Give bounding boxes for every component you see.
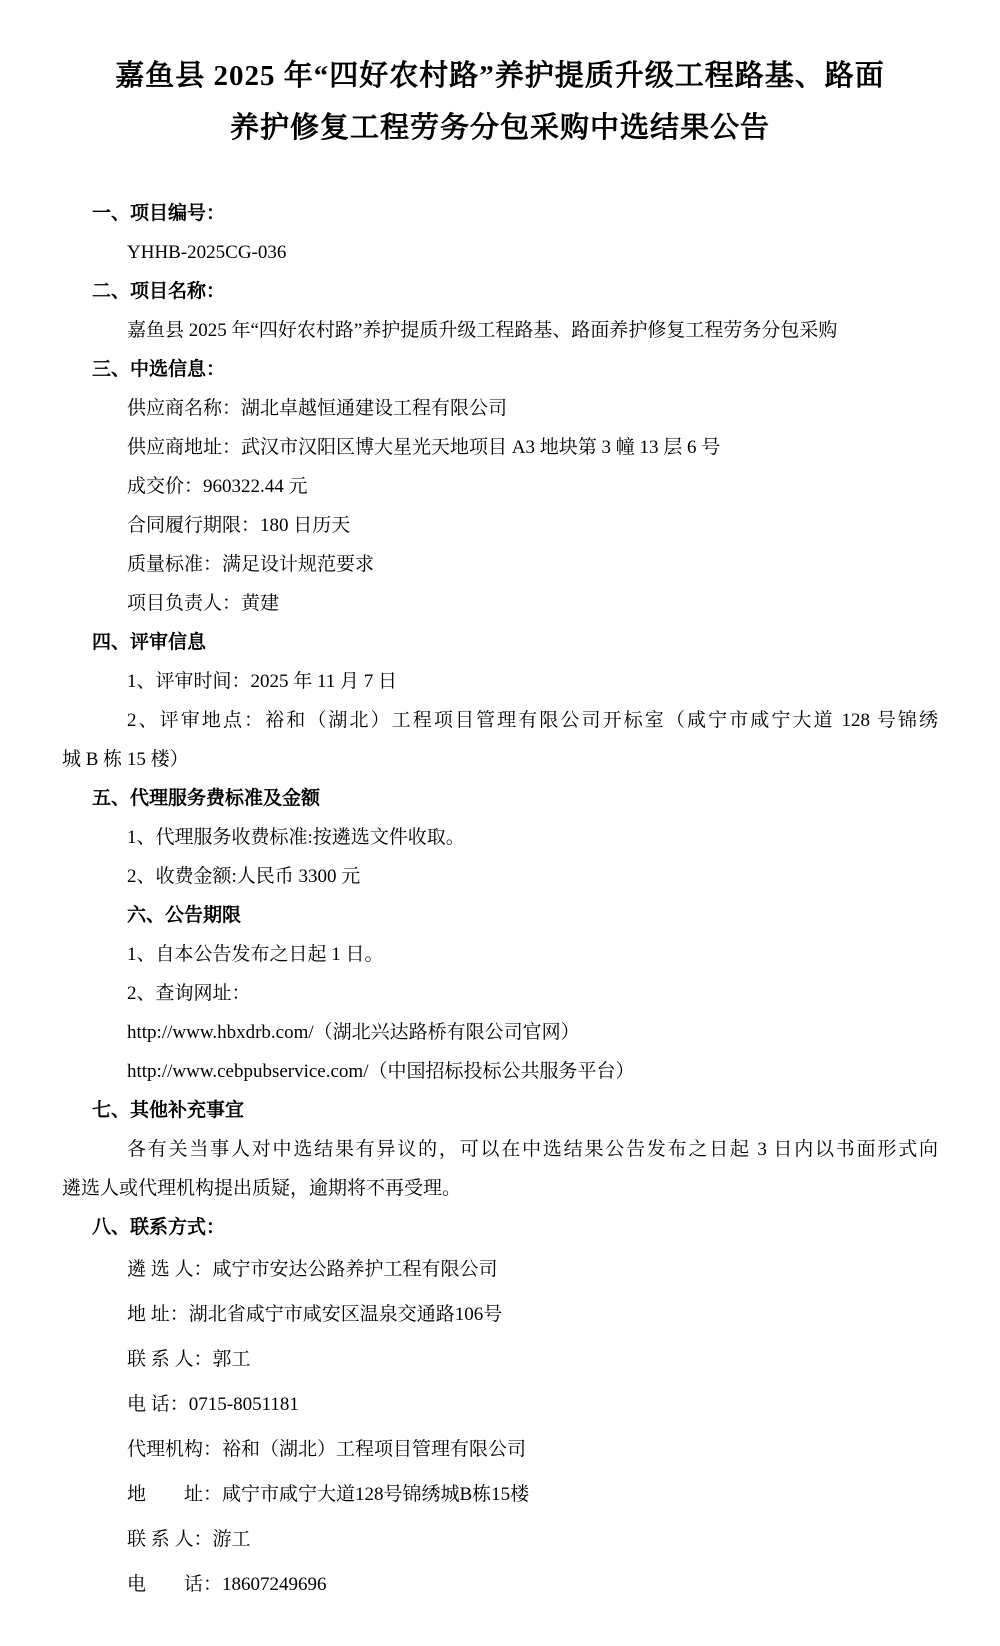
doc-line: 电 话：18607249696 xyxy=(127,1574,327,1595)
doc-line: 1、自本公告发布之日起 1 日。 xyxy=(127,944,384,965)
doc-line: 代理机构：裕和（湖北）工程项目管理有限公司 xyxy=(127,1439,527,1460)
document-body xyxy=(62,194,938,1607)
section-heading: 五、代理服务费标准及金额 xyxy=(92,788,321,809)
doc-line: 1、评审时间：2025 年 11 月 7 日 xyxy=(127,671,398,692)
doc-line: 项目负责人：黄建 xyxy=(127,593,280,614)
doc-line: 质量标准：满足设计规范要求 xyxy=(127,554,375,575)
doc-line: 2、评审地点：裕和（湖北）工程项目管理有限公司开标室（咸宁市咸宁大道 128 号锦绣 xyxy=(127,710,938,731)
doc-line: 电 话：0715-8051181 xyxy=(127,1394,299,1415)
doc-line: 供应商地址：武汉市汉阳区博大星光天地项目 A3 地块第 3 幢 13 层 6 号 xyxy=(127,437,721,458)
section-heading: 一、项目编号： xyxy=(92,203,226,224)
doc-line: http://www.cebpubservice.com/（中国招标投标公共服务平台） xyxy=(127,1061,635,1082)
doc-line: YHHB-2025CG-036 xyxy=(127,242,287,263)
document-title-line1: 嘉鱼县 2025 年“四好农村路”养护提质升级工程路基、路面 xyxy=(115,60,885,92)
doc-line: 供应商名称：湖北卓越恒通建设工程有限公司 xyxy=(127,398,508,419)
section-heading: 七、其他补充事宜 xyxy=(92,1100,245,1121)
doc-line: 地 址：湖北省咸宁市咸安区温泉交通路106号 xyxy=(127,1304,503,1325)
doc-line: 合同履行期限：180 日历天 xyxy=(127,515,351,536)
doc-line: 联 系 人：郭工 xyxy=(127,1349,251,1370)
section-heading: 四、评审信息 xyxy=(92,632,207,653)
document-title-line2: 养护修复工程劳务分包采购中选结果公告 xyxy=(229,112,770,144)
section-heading: 八、联系方式： xyxy=(92,1217,226,1238)
doc-line: http://www.hbxdrb.com/（湖北兴达路桥有限公司官网） xyxy=(127,1022,580,1043)
document-title xyxy=(62,50,938,154)
doc-line: 遴 选 人：咸宁市安达公路养护工程有限公司 xyxy=(127,1259,498,1280)
doc-line: 2、收费金额:人民币 3300 元 xyxy=(127,866,361,887)
doc-line: 2、查询网址： xyxy=(127,983,251,1004)
doc-line: 联 系 人：游工 xyxy=(127,1529,251,1550)
doc-line: 各有关当事人对中选结果有异议的，可以在中选结果公告发布之日起 3 日内以书面形式向 xyxy=(127,1139,938,1160)
doc-line: 成交价：960322.44 元 xyxy=(127,476,308,497)
section-heading: 二、项目名称： xyxy=(92,281,226,302)
doc-line: 1、代理服务收费标准:按遴选文件收取。 xyxy=(127,827,465,848)
doc-line: 地 址：咸宁市咸宁大道128号锦绣城B栋15楼 xyxy=(127,1484,530,1505)
doc-line: 城 B 栋 15 楼） xyxy=(62,749,189,770)
doc-line: 嘉鱼县 2025 年“四好农村路”养护提质升级工程路基、路面养护修复工程劳务分包采购 xyxy=(127,320,838,341)
doc-line: 遴选人或代理机构提出质疑，逾期将不再受理。 xyxy=(62,1178,462,1199)
section-heading: 六、公告期限 xyxy=(127,905,242,926)
section-heading: 三、中选信息： xyxy=(92,359,226,380)
